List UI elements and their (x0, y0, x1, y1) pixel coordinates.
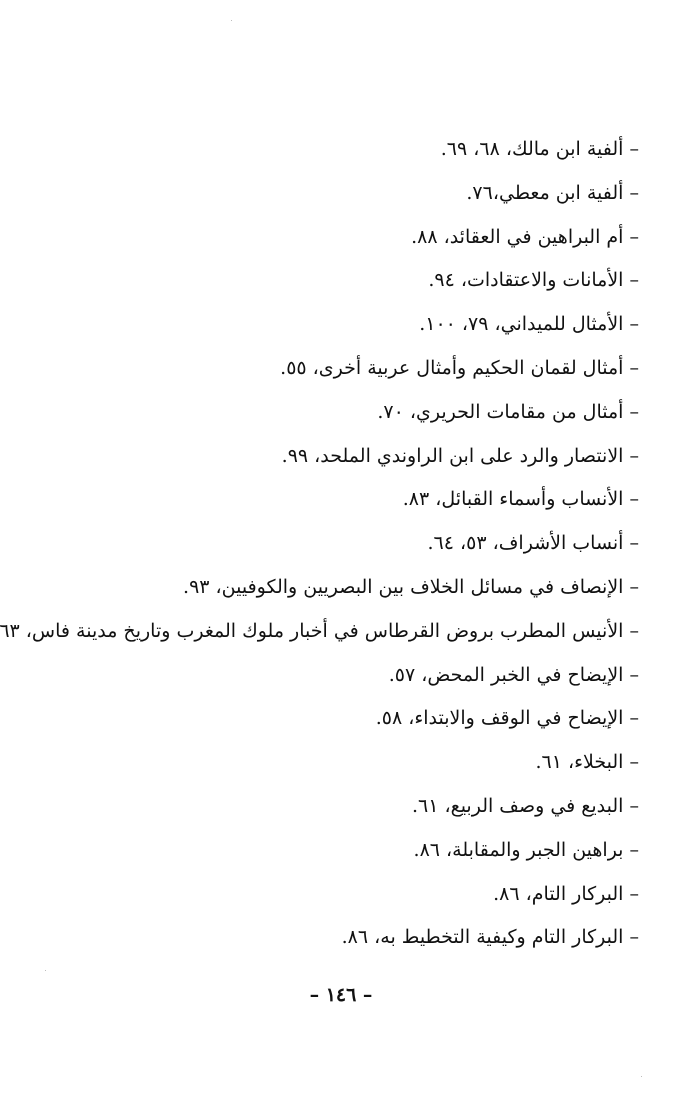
index-entry: – الإنصاف في مسائل الخلاف بين البصريين والكوفيين، ٩٣. (184, 575, 640, 598)
index-entry: – الإيضاح في الخبر المحض، ٥٧. (389, 663, 640, 686)
index-entry: – البركار التام، ٨٦. (494, 882, 640, 905)
scan-speck (642, 1076, 643, 1077)
index-entry: – الإيضاح في الوقف والابتداء، ٥٨. (376, 707, 640, 730)
index-entry: – ألفية ابن معطي،٧٦. (467, 181, 640, 204)
index-entry: – أم البراهين في العقائد، ٨٨. (412, 225, 640, 248)
index-entry: – براهين الجبر والمقابلة، ٨٦. (414, 838, 640, 861)
index-entry: – أمثال من مقامات الحريري، ٧٠. (378, 400, 640, 423)
index-entry: – الأنيس المطرب بروض القرطاس في أخبار ملوك المغرب وتاريخ مدينة فاس، ٦٣ (0, 619, 640, 642)
index-entry: – الأمثال للميداني، ٧٩، ١٠٠. (420, 313, 640, 336)
index-entry: – الانتصار والرد على ابن الراوندي الملحد، ٩٩. (282, 444, 640, 467)
scan-speck (46, 970, 47, 971)
index-entry: – أمثال لقمان الحكيم وأمثال عربية أخرى، ٥٥. (281, 356, 640, 379)
index-entry: – الأمانات والاعتقادات، ٩٤. (429, 269, 640, 292)
index-entry: – البركار التام وكيفية التخطيط به، ٨٦. (342, 926, 640, 949)
index-entry: – البديع في وصف الربيع، ٦١. (412, 794, 640, 817)
page-number: – ١٤٦ – (310, 984, 374, 1006)
index-list (0, 128, 640, 960)
index-entry: – البخلاء، ٦١. (536, 751, 640, 774)
scan-speck (232, 20, 233, 21)
index-entry: – ألفية ابن مالك، ٦٨، ٦٩. (441, 138, 640, 160)
index-entry: – الأنساب وأسماء القبائل، ٨٣. (403, 488, 640, 511)
index-entry: – أنساب الأشراف، ٥٣، ٦٤. (428, 532, 640, 555)
